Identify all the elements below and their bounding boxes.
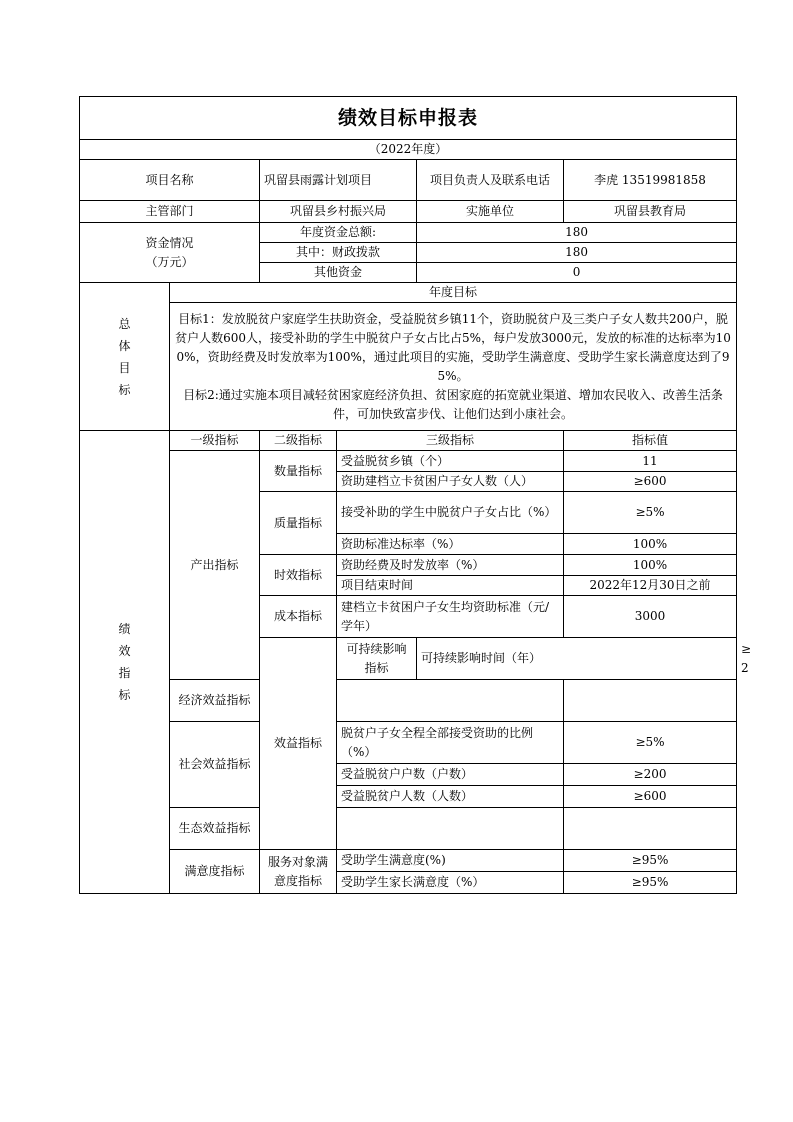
funds-row-value: 180 xyxy=(417,223,737,243)
indicator-name: 资助经费及时发放率（%） xyxy=(337,555,564,576)
indicator-value: 3000 xyxy=(564,596,737,638)
indicator-name: 脱贫户子女全程全部接受资助的比例（%） xyxy=(337,722,564,764)
label-char: 绩 xyxy=(118,622,131,636)
indicator-name: 资助建档立卡贫困户子女人数（人） xyxy=(337,472,564,492)
indicator-name xyxy=(337,680,564,722)
level2-economic: 经济效益指标 xyxy=(170,680,260,722)
indicator-name: 受益脱贫户户数（户数） xyxy=(337,764,564,786)
indicator-name xyxy=(337,808,564,850)
contact-label: 项目负责人及联系电话 xyxy=(417,160,564,201)
label-char: 标 xyxy=(118,688,131,702)
indicator-name: 接受补助的学生中脱贫户子女占比（%） xyxy=(337,492,564,534)
funds-label-line1: 资金情况 xyxy=(145,235,194,250)
dept-value: 巩留县乡村振兴局 xyxy=(260,201,417,223)
performance-goal-form: 绩效目标申报表 （2022年度） 项目名称 巩留县雨露计划项目 项目负责人及联系电话 李虎 13519981858 主管部门 巩留县乡村振兴局 实施单位 巩留县教育局 资金情况 （万元） 年度资金总额: 180 其中：财政拨款 180 其他资金 0 总 体 目 标 年度目标 目标1：发放脱贫户家庭学生扶助资金，受益脱贫乡镇11个，资助脱贫户及三类户子女人数共200户，脱贫户人数600人，接受补助的学生中脱贫户子女占比占5%，每户发放3000元，发放的标准的达标率为100%，资助经费及时发放率为100%，通过此项目的实施，受助学生满意度、受助学生家长满意度达到了95%。 目标2:通过实施本项目减轻贫困家庭经济负担、贫困家庭的拓宽就业渠道、增加农民收入、改善生活条件，可加快致富步伐、让他们达到小康社会。 绩 效 指 标 一级指标 二级指标 三级指标 指标值 产出指标 数量指标 受益脱贫乡镇（个） 11 资助建档立卡贫困户子女人数（人） ≥600 质量指标 接受补助的学生中脱贫户子女占比（%） ≥5% 资助标准达标率（%） 100% 时效指标 资助经费及时发放率（%） 100% 项目结束时间 2022年12月30日之前 成本指标 建档立卡贫困户子女生均资助标准（元/学年） 3000 效益指标 可持续影响指标 可持续影响时间（年） ≥2 经济效益指标 社会效益指标 脱贫户子女全程全部接受资助的比例（%） ≥5% 受益脱贫户户数（户数） ≥200 受益脱贫户人数（人数） ≥600 生态效益指标 满意度指标 服务对象满意度指标 受助学生满意度(%) ≥95% 受助学生家长满意度（%） ≥95% xyxy=(79,96,737,894)
indicator-value: ≥600 xyxy=(564,472,737,492)
contact-value: 李虎 13519981858 xyxy=(564,160,737,201)
level2-sustain: 可持续影响指标 xyxy=(337,638,417,680)
level2-quantity: 数量指标 xyxy=(260,451,337,492)
funds-row-value: 0 xyxy=(417,263,737,283)
funds-label xyxy=(80,223,260,283)
annual-goal-header: 年度目标 xyxy=(170,283,737,303)
form-title: 绩效目标申报表 xyxy=(80,97,737,140)
indicator-value: 100% xyxy=(564,555,737,576)
indicator-value: ≥95% xyxy=(564,850,737,872)
indicator-value: ≥200 xyxy=(564,764,737,786)
indicator-name: 可持续影响时间（年） xyxy=(417,638,737,680)
indicator-name: 受益脱贫户人数（人数） xyxy=(337,786,564,808)
impl-value: 巩留县教育局 xyxy=(564,201,737,223)
level1-benefit: 效益指标 xyxy=(260,638,337,850)
indicator-value: 2022年12月30日之前 xyxy=(564,576,737,596)
project-name-label: 项目名称 xyxy=(80,160,260,201)
level2-service: 服务对象满意度指标 xyxy=(260,850,337,894)
level2-quality: 质量指标 xyxy=(260,492,337,555)
label-char: 指 xyxy=(118,666,131,680)
level2-cost: 成本指标 xyxy=(260,596,337,638)
funds-row-label: 其中：财政拨款 xyxy=(260,243,417,263)
header-level2: 二级指标 xyxy=(260,431,337,451)
indicator-value: ≥5% xyxy=(564,492,737,534)
level2-social: 社会效益指标 xyxy=(170,722,260,808)
indicator-name: 受助学生满意度(%) xyxy=(337,850,564,872)
label-char: 目 xyxy=(118,360,131,375)
goal-1: 目标1：发放脱贫户家庭学生扶助资金，受益脱贫乡镇11个，资助脱贫户及三类户子女人数共200户，脱贫户人数600人，接受补助的学生中脱贫户子女占比占5%，每户发放3000元，发放的标准的达标率为100%，资助经费及时发放率为100%，通过此项目的实施，受助学生满意度、受助学生家长满意度达到了95%。 xyxy=(175,311,731,383)
indicator-name: 受助学生家长满意度（%） xyxy=(337,872,564,894)
indicator-value: ≥600 xyxy=(564,786,737,808)
indicator-value xyxy=(564,680,737,722)
label-char: 体 xyxy=(118,338,131,353)
level2-ecological: 生态效益指标 xyxy=(170,808,260,850)
indicator-value: 11 xyxy=(564,451,737,472)
header-value: 指标值 xyxy=(564,431,737,451)
label-char: 总 xyxy=(118,316,131,331)
project-name-value: 巩留县雨露计划项目 xyxy=(260,160,417,201)
indicator-value: 100% xyxy=(564,534,737,555)
annual-goal-text xyxy=(170,303,737,431)
indicator-name: 建档立卡贫困户子女生均资助标准（元/学年） xyxy=(337,596,564,638)
funds-row-label: 其他资金 xyxy=(260,263,417,283)
indicator-name: 受益脱贫乡镇（个） xyxy=(337,451,564,472)
funds-row-value: 180 xyxy=(417,243,737,263)
indicator-value: ≥5% xyxy=(564,722,737,764)
indicator-value xyxy=(564,808,737,850)
dept-label: 主管部门 xyxy=(80,201,260,223)
overall-goal-label xyxy=(80,283,170,431)
header-level3: 三级指标 xyxy=(337,431,564,451)
level2-timeliness: 时效指标 xyxy=(260,555,337,596)
performance-indicator-label xyxy=(80,431,170,894)
indicator-name: 资助标准达标率（%） xyxy=(337,534,564,555)
indicator-name: 项目结束时间 xyxy=(337,576,564,596)
label-char: 效 xyxy=(118,644,131,658)
impl-label: 实施单位 xyxy=(417,201,564,223)
form-year: （2022年度） xyxy=(80,140,737,160)
indicator-value: ≥95% xyxy=(564,872,737,894)
funds-label-line2: （万元） xyxy=(145,254,194,269)
goal-2: 目标2:通过实施本项目减轻贫困家庭经济负担、贫困家庭的拓宽就业渠道、增加农民收入、改善生活条件，可加快致富步伐、让他们达到小康社会。 xyxy=(183,387,723,421)
funds-row-label: 年度资金总额: xyxy=(260,223,417,243)
header-level1: 一级指标 xyxy=(170,431,260,451)
label-char: 标 xyxy=(118,382,131,397)
level1-satisfaction: 满意度指标 xyxy=(170,850,260,894)
level1-output: 产出指标 xyxy=(170,451,260,680)
